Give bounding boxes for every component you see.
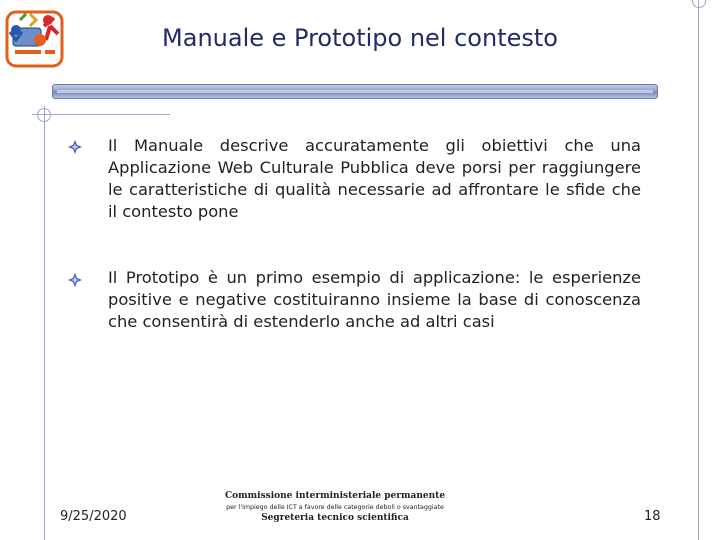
bullet-text-prototipo: Il Prototipo è un primo esempio di applicazione: le esperienze positive e negative costituiranno insieme la base di conoscenza che consentirà di estenderlo anche ad altri casi	[108, 268, 641, 331]
footer-date: 9/25/2020	[60, 509, 127, 524]
footer-commission: Commissione interministeriale permanente	[224, 491, 446, 501]
footer-secretariat: Segreteria tecnico scientifica	[261, 513, 409, 523]
footer-subtitle: per l'impiego delle ICT a favore delle categorie deboli o svantaggiate	[226, 504, 444, 511]
diamond-bullet-icon	[68, 139, 82, 153]
title-underline-bar	[52, 84, 658, 99]
circle-ornament	[37, 108, 51, 122]
diamond-bullet-icon	[68, 272, 82, 286]
corner-circle-ornament	[692, 0, 706, 8]
left-border-line	[44, 106, 45, 540]
right-border-line	[698, 0, 699, 540]
bullet-text-manuale: Il Manuale descrive accuratamente gli obiettivi che una Applicazione Web Culturale Pubblica deve porsi per raggiungere le caratteristiche di qualità necessarie ad affrontare le sfide che il contesto pone	[108, 136, 641, 221]
horizontal-divider	[32, 114, 170, 115]
page-title: Manuale e Prototipo nel contesto	[162, 24, 558, 52]
page-number: 18	[644, 509, 661, 524]
